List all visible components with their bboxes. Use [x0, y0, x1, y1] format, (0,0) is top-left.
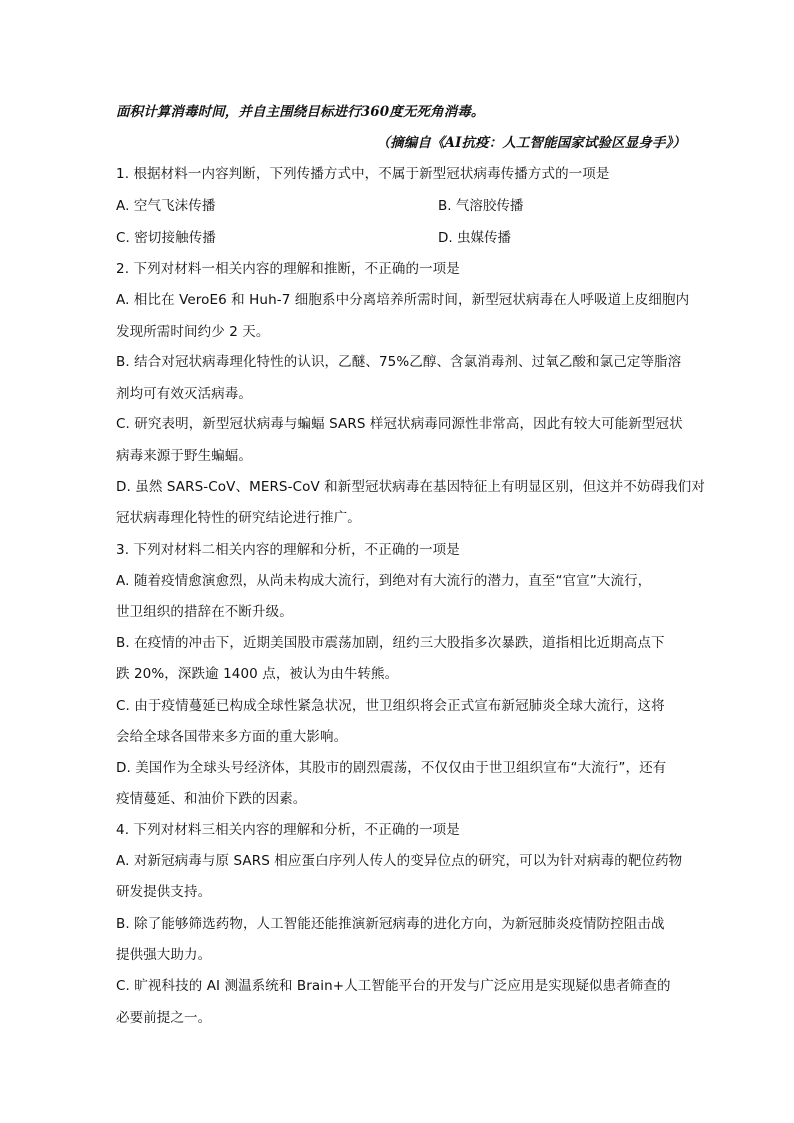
question-2-option-b-cont: 剂均可有效灭活病毒。 — [116, 386, 252, 402]
question-4-option-c-cont: 必要前提之一。 — [116, 1010, 212, 1026]
question-2-stem: 2. 下列对材料一相关内容的理解和推断，不正确的一项是 — [116, 261, 460, 277]
source-citation: （摘编自《AI抗疫：人工智能国家试验区显身手》） — [376, 135, 686, 151]
intro-line: 面积计算消毒时间，并自主围绕目标进行360度无死角消毒。 — [116, 104, 485, 120]
question-1-option-b: B. 气溶胶传播 — [438, 198, 524, 214]
question-4-option-c: C. 旷视科技的 AI 测温系统和 Brain+人工智能平台的开发与广泛应用是实现疑似患者筛查的 — [116, 978, 671, 994]
question-1-option-c: C. 密切接触传播 — [116, 230, 216, 246]
question-4-stem: 4. 下列对材料三相关内容的理解和分析，不正确的一项是 — [116, 822, 460, 838]
question-3-stem: 3. 下列对材料二相关内容的理解和分析，不正确的一项是 — [116, 542, 460, 558]
question-3-option-a: A. 随着疫情愈演愈烈，从尚未构成大流行，到绝对有大流行的潜力，直至“官宣”大流行， — [116, 573, 652, 589]
question-1-stem: 1. 根据材料一内容判断，下列传播方式中，不属于新型冠状病毒传播方式的一项是 — [116, 166, 610, 182]
question-4-option-b: B. 除了能够筛选药物，人工智能还能推演新冠病毒的进化方向，为新冠肺炎疫情防控阻击战 — [116, 916, 665, 932]
question-1-option-a: A. 空气飞沫传播 — [116, 198, 216, 214]
question-1-option-d: D. 虫媒传播 — [438, 230, 511, 246]
question-4-option-b-cont: 提供强大助力。 — [116, 947, 212, 963]
question-3-option-c: C. 由于疫情蔓延已构成全球性紧急状况，世卫组织将会正式宣布新冠肺炎全球大流行，这将 — [116, 698, 665, 714]
question-3-option-b-cont: 跌 20%，深跌逾 1400 点，被认为由牛转熊。 — [116, 666, 399, 682]
question-2-option-c-cont: 病毒来源于野生蝙蝠。 — [116, 448, 252, 464]
question-3-option-a-cont: 世卫组织的措辞在不断升级。 — [116, 604, 293, 620]
question-2-option-a: A. 相比在 VeroE6 和 Huh-7 细胞系中分离培养所需时间，新型冠状病毒在人呼吸道上皮细胞内 — [116, 292, 690, 308]
question-2-option-d: D. 虽然 SARS-CoV、MERS-CoV 和新型冠状病毒在基因特征上有明显区别，但这并不妨碍我们对 — [116, 479, 705, 495]
question-3-option-b: B. 在疫情的冲击下，近期美国股市震荡加剧，纽约三大股指多次暴跌，道指相比近期高点下 — [116, 635, 665, 651]
question-2-option-d-cont: 冠状病毒理化特性的研究结论进行推广。 — [116, 510, 361, 526]
question-3-option-c-cont: 会给全球各国带来多方面的重大影响。 — [116, 729, 348, 745]
question-2-option-b: B. 结合对冠状病毒理化特性的认识，乙醚、75%乙醇、含氯消毒剂、过氧乙酸和氯己定等脂溶 — [116, 354, 682, 370]
question-2-option-a-cont: 发现所需时间约少 2 天。 — [116, 324, 270, 340]
question-3-option-d-cont: 疫情蔓延、和油价下跌的因素。 — [116, 791, 307, 807]
question-4-option-a: A. 对新冠病毒与原 SARS 相应蛋白序列人传人的变异位点的研究，可以为针对病毒的靶位药物 — [116, 853, 683, 869]
question-4-option-a-cont: 研发提供支持。 — [116, 884, 212, 900]
question-3-option-d: D. 美国作为全球头号经济体，其股市的剧烈震荡，不仅仅由于世卫组织宣布“大流行”，还有 — [116, 760, 667, 776]
question-2-option-c: C. 研究表明，新型冠状病毒与蝙蝠 SARS 样冠状病毒同源性非常高，因此有较大可能新型冠状 — [116, 416, 683, 432]
